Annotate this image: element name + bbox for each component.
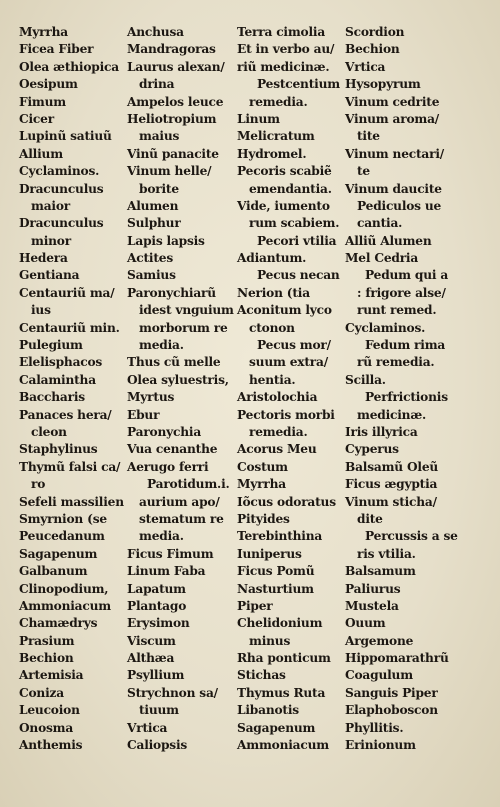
index-entry: Baccharis (19, 390, 85, 405)
index-entry: remedia. (249, 94, 308, 109)
index-entry: Cyclaminos. (345, 320, 426, 335)
index-entry: te (357, 164, 370, 179)
index-entry: Ficus ægyptia (345, 477, 438, 492)
column-1 (19, 24, 124, 754)
index-entry: Vua cenanthe (127, 442, 218, 457)
index-entry: Psyllium (127, 668, 185, 683)
index-entry: Myrrha (19, 25, 68, 39)
index-entry: Ammoniacum (237, 738, 329, 753)
index-entry: Sefeli massilien (19, 494, 124, 509)
index-entry: Nasturtium (237, 581, 314, 596)
index-entry: Pecori vtilia (257, 233, 337, 248)
index-entry: Terra cimolia (237, 25, 326, 39)
index-entry: Ficus Fimum (127, 546, 214, 561)
index-entry: Vinum nectari/ (345, 146, 444, 161)
index-entry: Balsamum (345, 564, 416, 579)
index-entry: Ficea Fiber (19, 42, 94, 57)
index-entry: Peucedanum (19, 529, 105, 544)
index-entry: Vinum cedrite (345, 94, 440, 109)
column-3 (237, 24, 341, 754)
index-entry: Rha ponticum (237, 651, 331, 666)
index-entry: Parotidum.i. (147, 477, 230, 492)
index-entry: Paronychiarũ (127, 285, 216, 300)
index-entry: Olea syluestris, (127, 372, 229, 387)
index-entry: ius (31, 303, 51, 318)
index-entry: Balsamũ Oleũ (345, 459, 439, 474)
index-entry: Vrtica (127, 720, 168, 735)
index-entry: Alliũ Alumen (345, 233, 432, 248)
index-entry: Pulegium (19, 338, 83, 353)
index-entry: hentia. (249, 372, 296, 387)
index-entry: Ebur (127, 407, 160, 422)
column-4 (345, 24, 458, 754)
index-entry: Vinum helle/ (127, 164, 212, 179)
index-entry: Iuniperus (237, 546, 302, 561)
index-entry: Scordion (345, 25, 405, 39)
index-entry: Samius (127, 268, 176, 283)
index-entry: Chelidonium (237, 616, 323, 631)
index-entry: Strychnon sa/ (127, 685, 218, 700)
index-entry: Paliurus (345, 581, 401, 596)
index-entry: Myrtus (127, 390, 175, 405)
index-entry: Hippomarathrũ (345, 651, 449, 666)
index-entry: Costum (237, 459, 288, 474)
index-entry: Erinionum (345, 738, 416, 753)
index-entry: rum scabiem. (249, 216, 340, 231)
index-entry: Ammoniacum (19, 598, 111, 613)
index-entry: Vide, iumento (237, 198, 330, 213)
index-entry: Argemone (345, 633, 414, 648)
index-entry: Alumen (127, 198, 179, 213)
index-entry: Nerion (tia (237, 285, 310, 300)
index-entry: Dracunculus (19, 181, 104, 196)
index-entry: Hedera (19, 251, 68, 266)
index-entry: dite (357, 511, 383, 526)
index-entry: Lapis lapsis (127, 233, 205, 248)
index-entry: Allium (19, 146, 63, 161)
index-entry: Oesipum (19, 77, 78, 92)
index-entry: Scilla. (345, 372, 386, 387)
index-entry: Smyrnion (se (19, 511, 107, 526)
index-entry: Laurus alexan/ (127, 59, 225, 74)
index-entry: Vinum sticha/ (345, 494, 437, 509)
index-entry: Fedum rima (365, 338, 446, 353)
index-entry: minor (31, 233, 71, 248)
index-entry: Aconitum lyco (237, 303, 332, 318)
index-entry: Linum (237, 111, 280, 126)
index-entry: Heliotropium (127, 111, 217, 126)
index-entry: Terebinthina (237, 529, 323, 544)
index-entry: Centauriũ ma/ (19, 285, 115, 300)
index-entry: Aerugo ferri (127, 459, 209, 474)
index-entry: maius (139, 129, 180, 144)
index-entry: Myrrha (237, 477, 286, 492)
index-entry: Bechion (19, 651, 74, 666)
index-entry: Plantago (127, 598, 187, 613)
index-entry: Ampelos leuce (127, 94, 224, 109)
index-entry: Olea æthiopica (19, 59, 119, 74)
index-entry: Sagapenum (19, 546, 98, 561)
index-entry: Elelisphacos (19, 355, 103, 370)
index-entry: runt remed. (357, 303, 437, 318)
index-entry: Vinũ panacite (127, 146, 219, 161)
index-entry: emendantia. (249, 181, 332, 196)
index-entry: Panaces hera/ (19, 407, 112, 422)
index-entry: Melicratum (237, 129, 315, 144)
index-entry: rũ remedia. (357, 355, 435, 370)
index-entry: Thus cũ melle (127, 355, 221, 370)
index-entry: cleon (31, 424, 67, 439)
index-entry: Lapatum (127, 581, 186, 596)
index-entry: Piper (237, 598, 273, 613)
index-entry: drina (139, 77, 175, 92)
index-entry: Sulphur (127, 216, 181, 231)
index-entry: ro (31, 477, 46, 492)
index-entry: Pedum qui a (365, 268, 449, 283)
index-entry: Chamædrys (19, 616, 98, 631)
index-entry: Mustela (345, 598, 399, 613)
index-entry: Libanotis (237, 703, 299, 718)
index-entry: riũ medicinæ. (237, 59, 330, 74)
index-entry: Coagulum (345, 668, 413, 683)
index-entry: Artemisia (19, 668, 84, 683)
index-entry: Iris illyrica (345, 424, 418, 439)
index-entry: Percussis a se (365, 529, 458, 544)
index-entry: Caliopsis (127, 738, 188, 753)
index-entry: Pestcentium (257, 77, 340, 92)
index-entry: Mandragoras (127, 42, 216, 57)
index-entry: Staphylinus (19, 442, 98, 457)
index-entry: Viscum (127, 633, 176, 648)
index-entry: Calamintha (19, 372, 96, 387)
index-entry: Fimum (19, 94, 66, 109)
index-entry: Onosma (19, 720, 74, 735)
index-entry: Iõcus odoratus (237, 494, 336, 509)
column-2 (127, 24, 233, 754)
index-entry: Vrtica (345, 59, 386, 74)
index-entry: Sagapenum (237, 720, 316, 735)
index-entry: Anthemis (19, 738, 83, 753)
index-entry: stematum re (139, 511, 224, 526)
index-entry: idest vnguium (139, 303, 234, 318)
index-entry: Paronychia (127, 424, 202, 439)
index-entry: maior (31, 198, 70, 213)
index-entry: cantia. (357, 216, 403, 231)
index-entry: Perfrictionis (365, 390, 448, 405)
index-entry: Dracunculus (19, 216, 104, 231)
index-entry: Centauriũ min. (19, 320, 120, 335)
index-entry: Phyllitis. (345, 720, 404, 735)
index-entry: tite (357, 129, 380, 144)
index-entry: Gentiana (19, 268, 80, 283)
index-entry: Galbanum (19, 564, 88, 579)
index-entry: Actites (127, 251, 173, 266)
index-entry: Erysimon (127, 616, 190, 631)
index-entry: Pityides (237, 511, 290, 526)
index-entry: Sanguis Piper (345, 685, 438, 700)
index-entry: Pediculos ue (357, 198, 442, 213)
index-entry: Acorus Meu (237, 442, 317, 457)
index-entry: ris vtilia. (357, 546, 416, 561)
index-entry: media. (139, 338, 184, 353)
index-entry: Thymũ falsi ca/ (19, 459, 121, 474)
index-entry: Pecus necan (257, 268, 340, 283)
index-entry: Vinum aroma/ (345, 111, 440, 126)
index-entry: Hydromel. (237, 146, 307, 161)
index-entry: Leucoion (19, 703, 80, 718)
index-entry: medicinæ. (357, 407, 427, 422)
index-entry: Adiantum. (237, 251, 307, 266)
index-entry: Elaphoboscon (345, 703, 438, 718)
index-entry: tiuum (139, 703, 179, 718)
index-entry: ctonon (249, 320, 295, 335)
index-entry: Stichas (237, 668, 286, 683)
index-entry: Cyclaminos. (19, 164, 100, 179)
index-entry: Hysopyrum (345, 77, 421, 92)
index-entry: Lupinũ satiuũ (19, 129, 112, 144)
index-entry: Linum Faba (127, 564, 206, 579)
index-entry: media. (139, 529, 184, 544)
index-entry: remedia. (249, 424, 308, 439)
index-entry: Bechion (345, 42, 400, 57)
index-entry: Et in verbo au/ (237, 42, 335, 57)
index-entry: minus (249, 633, 291, 648)
index-entry: : frigore alse/ (357, 285, 446, 300)
index-entry: morborum re (139, 320, 228, 335)
index-entry: suum extra/ (249, 355, 328, 370)
index-entry: Prasium (19, 633, 75, 648)
index-entry: Pectoris morbi (237, 407, 335, 422)
index-entry: borite (139, 181, 179, 196)
index-entry: aurium apo/ (139, 494, 220, 509)
index-entry: Vinum daucite (345, 181, 442, 196)
index-entry: Mel Cedria (345, 251, 419, 266)
index-entry: Ficus Pomũ (237, 564, 315, 579)
index-entry: Aristolochia (237, 390, 318, 405)
index-entry: Althæa (127, 651, 175, 666)
index-entry: Cicer (19, 111, 54, 126)
index-entry: Anchusa (127, 25, 184, 39)
index-entry: Cyperus (345, 442, 399, 457)
index-entry: Coniza (19, 685, 64, 700)
index-entry: Clinopodium, (19, 581, 109, 596)
index-entry: Pecus mor/ (257, 338, 331, 353)
index-entry: Pecoris scabiẽ (237, 164, 332, 179)
index-entry: Ouum (345, 616, 386, 631)
index-entry: Thymus Ruta (237, 685, 326, 700)
